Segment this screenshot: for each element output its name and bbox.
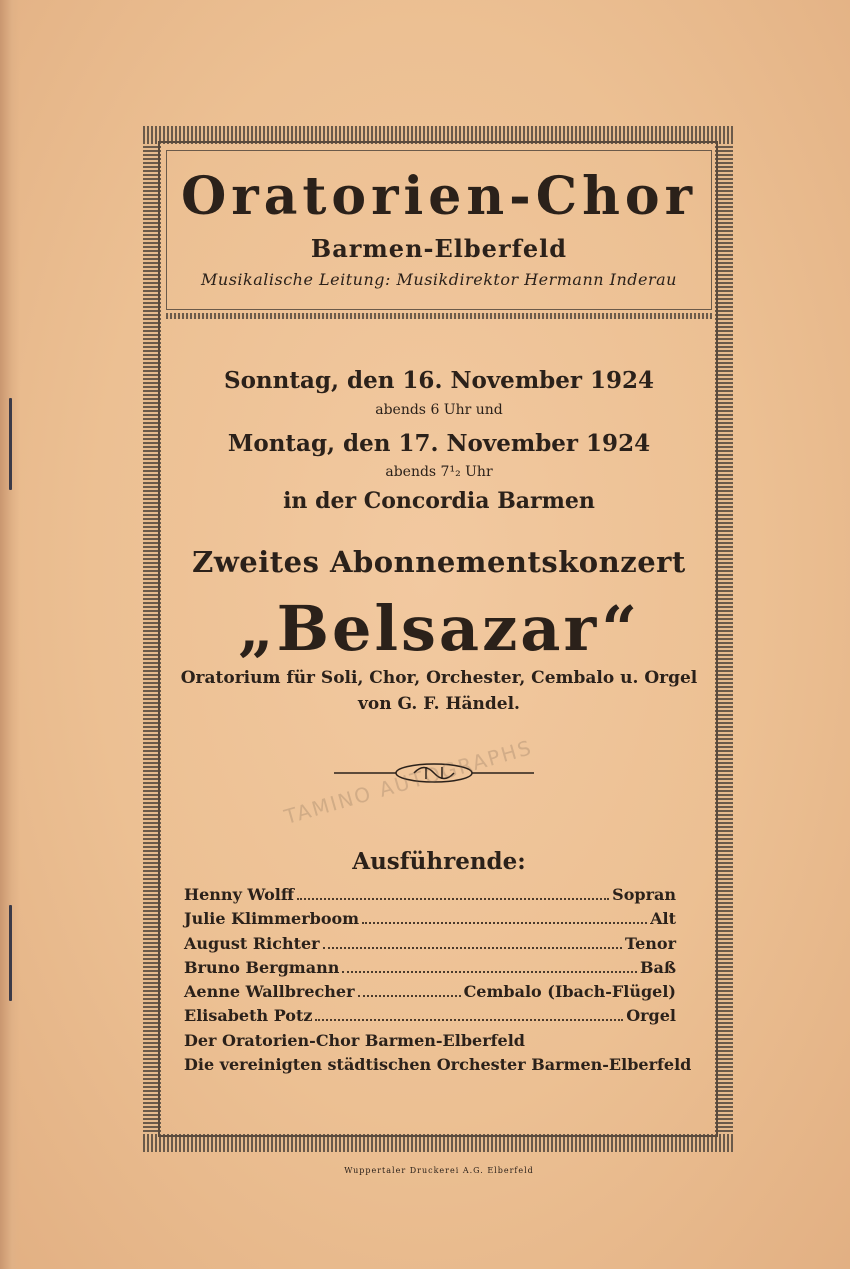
venue: in der Concordia Barmen: [283, 488, 595, 514]
dot-leader: [315, 1019, 623, 1021]
work-subtitle: Oratorium für Soli, Chor, Orchester, Cembalo u. Orgel: [180, 668, 698, 688]
performer-row: [184, 1006, 676, 1030]
dot-leader: [342, 971, 637, 973]
choir-city: Barmen-Elberfeld: [310, 234, 568, 263]
dot-leader: [323, 947, 622, 949]
performer-row: [184, 958, 676, 982]
performer-name: Elisabeth Potz: [184, 1006, 313, 1026]
staple-bottom: [9, 905, 12, 1001]
performer-name: Der Oratorien-Chor Barmen-Elberfeld: [184, 1030, 525, 1050]
performer-name: Bruno Bergmann: [184, 957, 340, 977]
work-title: „Belsazar“: [237, 592, 641, 665]
staple-top: [9, 398, 12, 490]
date-monday: Montag, den 17. November 1924: [227, 430, 651, 457]
performer-row: [184, 1031, 676, 1055]
header-divider: [166, 313, 712, 319]
composer: von G. F. Händel.: [358, 694, 520, 714]
performer-name: Die vereinigten städtischen Orchester Barmen-Elberfeld: [184, 1055, 692, 1075]
performer-row: [184, 934, 676, 958]
performer-role: Baß: [639, 957, 676, 977]
date-sunday: Sonntag, den 16. November 1924: [223, 367, 655, 394]
performer-role: Cembalo (Ibach-Flügel): [463, 982, 676, 1002]
performer-row: [184, 909, 676, 933]
printer-imprint: Wuppertaler Druckerei A.G. Elberfeld: [344, 1166, 534, 1175]
time-monday: abends 7¹₂ Uhr: [385, 464, 493, 480]
time-sunday: abends 6 Uhr und: [375, 402, 503, 418]
page-edge: [0, 0, 20, 1269]
performer-name: Aenne Wallbrecher: [184, 982, 355, 1002]
performer-role: Alt: [650, 909, 676, 929]
performer-role: Sopran: [612, 885, 676, 904]
performer-row: [184, 1055, 692, 1079]
concert-title: Zweites Abonnementskonzert: [192, 545, 686, 579]
performers-list: [184, 885, 692, 1079]
performer-name: Julie Klimmerboom: [184, 909, 360, 929]
choir-title: Oratorien-Chor: [181, 166, 697, 227]
performer-row: [184, 885, 676, 909]
watermark: TAMINO AUTOGRAPHS: [281, 735, 536, 829]
performer-name: Henny Wolff: [184, 885, 294, 904]
dot-leader: [297, 898, 609, 900]
performers-heading: Ausführende:: [352, 848, 526, 875]
performer-row: [184, 982, 676, 1006]
performer-role: Tenor: [625, 933, 676, 953]
performer-name: August Richter: [184, 933, 320, 953]
dot-leader: [362, 922, 647, 924]
musical-direction: Musikalische Leitung: Musikdirektor Hermann Inderau: [201, 270, 677, 289]
dot-leader: [358, 995, 461, 997]
performer-role: Orgel: [626, 1006, 676, 1026]
